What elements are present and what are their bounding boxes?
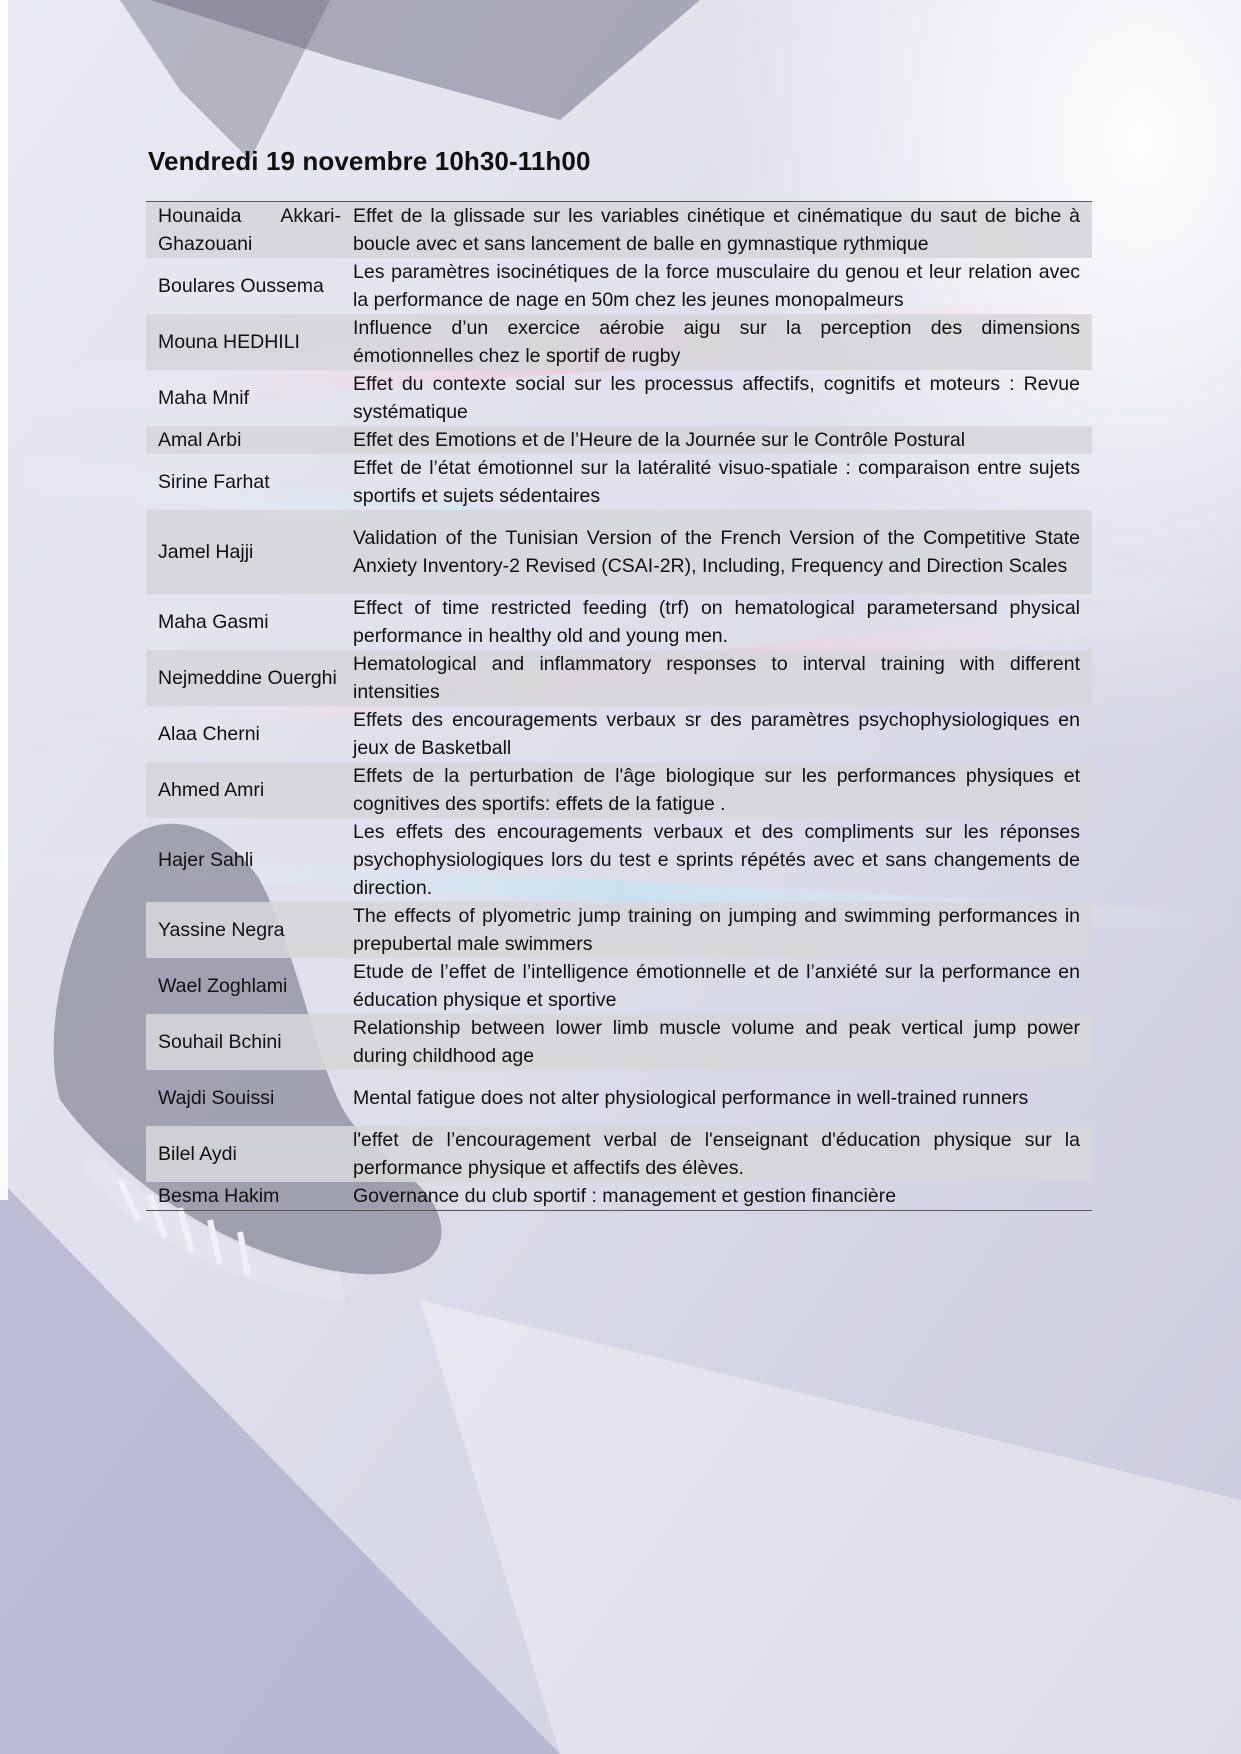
presentation-title: Influence d’un exercice aérobie aigu sur la perception des dimensions émotionnelles chez le sportif de rugby	[353, 317, 1080, 367]
table-row	[146, 958, 1092, 1014]
table-row	[146, 762, 1092, 818]
table-row	[146, 202, 1092, 258]
table-row	[146, 706, 1092, 762]
table-row	[146, 902, 1092, 958]
page-title: Vendredi 19 novembre 10h30-11h00	[148, 146, 591, 176]
author-name: Souhail Bchini	[158, 1031, 282, 1053]
table-row	[146, 370, 1092, 426]
table-row	[146, 594, 1092, 650]
author-name: Sirine Farhat	[158, 471, 270, 493]
presentation-title: l'effet de l’encouragement verbal de l'enseignant d'éducation physique sur la performance physique et affectifs des élèves.	[353, 1129, 1080, 1179]
author-name: Bilel Aydi	[158, 1143, 237, 1165]
table-row	[146, 510, 1092, 594]
author-name: Maha Gasmi	[158, 611, 269, 633]
author-name: Amal Arbi	[158, 429, 242, 451]
presentation-title: Les effets des encouragements verbaux et des compliments sur les réponses psychophysiologiques lors du test e sprints répétés avec et sans changements de direction.	[353, 821, 1080, 899]
table-row	[146, 1182, 1092, 1210]
author-name: Wajdi Souissi	[158, 1087, 275, 1109]
table-row	[146, 1070, 1092, 1126]
presentation-title: Hematological and inflammatory responses to interval training with different intensities	[353, 653, 1080, 703]
presentation-title: Effet des Emotions et de l’Heure de la Journée sur le Contrôle Postural	[353, 429, 966, 451]
presentation-title: Mental fatigue does not alter physiological performance in well-trained runners	[353, 1087, 1029, 1109]
table-row	[146, 426, 1092, 454]
author-name: Maha Mnif	[158, 387, 250, 409]
table-row	[146, 454, 1092, 510]
table-row	[146, 818, 1092, 902]
presentation-title: The effects of plyometric jump training on jumping and swimming performances in prepubertal male swimmers	[353, 905, 1080, 955]
author-name: Yassine Negra	[158, 919, 285, 941]
presentation-title: Effets de la perturbation de l'âge biologique sur les performances physiques et cognitives des sportifs: effets de la fatigue .	[353, 765, 1080, 815]
presentation-title: Governance du club sportif : management et gestion financière	[353, 1185, 897, 1207]
presentation-title: Effect of time restricted feeding (trf) on hematological parametersand physical performance in healthy old and young men.	[353, 597, 1080, 647]
table-row	[146, 258, 1092, 314]
presentation-title: Etude de l’effet de l’intelligence émotionnelle et de l’anxiété sur la performance en éducation physique et sportive	[353, 961, 1080, 1011]
presentation-title: Effet du contexte social sur les processus affectifs, cognitifs et moteurs : Revue systématique	[353, 373, 1080, 423]
author-name: Mouna HEDHILI	[158, 331, 300, 353]
author-name: Jamel Hajji	[158, 541, 254, 563]
author-name: Ahmed Amri	[158, 779, 265, 801]
table-row	[146, 650, 1092, 706]
table-row	[146, 1126, 1092, 1182]
author-name: Hounaida Akkari-Ghazouani	[158, 205, 341, 255]
table-row	[146, 1014, 1092, 1070]
author-name: Besma Hakim	[158, 1185, 280, 1207]
presentation-title: Validation of the Tunisian Version of the French Version of the Competitive State Anxiety Inventory-2 Revised (CSAI-2R), Including, Frequency and Direction Scales	[353, 527, 1080, 577]
presentation-title: Effet de l’état émotionnel sur la latéralité visuo-spatiale : comparaison entre sujets sportifs et sujets sédentaires	[353, 457, 1080, 507]
presentation-title: Effets des encouragements verbaux sr des paramètres psychophysiologiques en jeux de Basketball	[353, 709, 1080, 759]
presentation-title: Relationship between lower limb muscle volume and peak vertical jump power during childhood age	[353, 1017, 1080, 1067]
author-name: Hajer Sahli	[158, 849, 254, 871]
author-name: Boulares Oussema	[158, 275, 324, 297]
author-name: Nejmeddine Ouerghi	[158, 667, 337, 689]
author-name: Wael Zoghlami	[158, 975, 288, 997]
author-name: Alaa Cherni	[158, 723, 260, 745]
presentation-title: Effet de la glissade sur les variables cinétique et cinématique du saut de biche à boucle avec et sans lancement de balle en gymnastique rythmique	[353, 205, 1080, 255]
schedule-table	[146, 201, 1092, 1211]
presentation-title: Les paramètres isocinétiques de la force musculaire du genou et leur relation avec la performance de nage en 50m chez les jeunes monopalmeurs	[353, 261, 1080, 311]
table-row	[146, 314, 1092, 370]
